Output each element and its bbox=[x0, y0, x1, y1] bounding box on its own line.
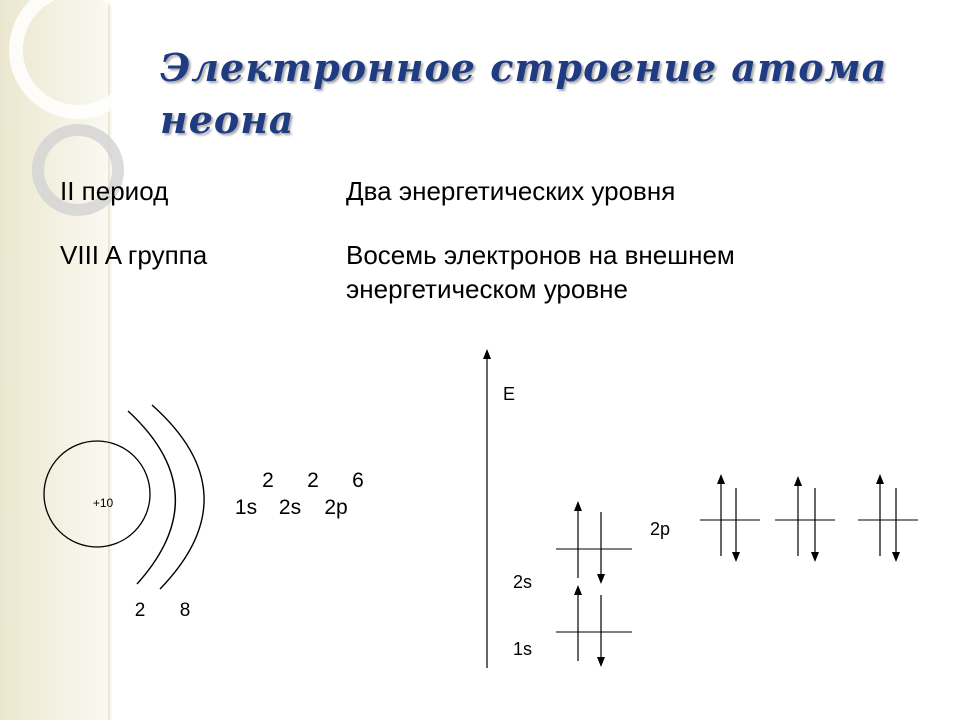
nucleus-charge: +10 bbox=[92, 496, 114, 510]
sublevel-1s: 1s bbox=[234, 496, 258, 519]
nucleus-circle bbox=[44, 441, 150, 547]
superscript-2p: 6 bbox=[352, 469, 364, 492]
orbital-2p-1 bbox=[700, 479, 760, 557]
level-label-2p: 2p bbox=[650, 519, 671, 539]
period-label: II период bbox=[60, 176, 169, 206]
shell-2-electron-count: 8 bbox=[179, 600, 191, 621]
sublevel-2s: 2s bbox=[278, 496, 302, 519]
orbital-1s bbox=[556, 590, 632, 662]
level-label-1s: 1s bbox=[513, 639, 533, 659]
superscript-1s: 2 bbox=[262, 469, 274, 492]
energy-diagram bbox=[487, 354, 918, 668]
electron-configuration bbox=[235, 469, 364, 519]
energy-axis-label: E bbox=[503, 384, 516, 404]
level-label-2s: 2s bbox=[513, 572, 533, 592]
outer-electrons-description: Восемь электронов на внешнем энергетическом уровне bbox=[346, 240, 735, 304]
orbital-2s bbox=[556, 506, 632, 579]
shell-1-electron-count: 2 bbox=[134, 600, 146, 621]
atom-model bbox=[44, 405, 204, 621]
electron-shell-1 bbox=[128, 411, 175, 584]
group-label: VIII A группа bbox=[60, 240, 208, 270]
slide-title: Электронное строение атома неона bbox=[160, 45, 888, 142]
orbital-2p-2 bbox=[775, 481, 835, 557]
superscript-2s: 2 bbox=[307, 469, 319, 492]
sublevel-2p: 2p bbox=[324, 496, 348, 519]
electron-shell-2 bbox=[152, 405, 204, 589]
levels-description: Два энергетических уровня bbox=[346, 176, 676, 206]
orbital-2p-3 bbox=[858, 479, 918, 557]
